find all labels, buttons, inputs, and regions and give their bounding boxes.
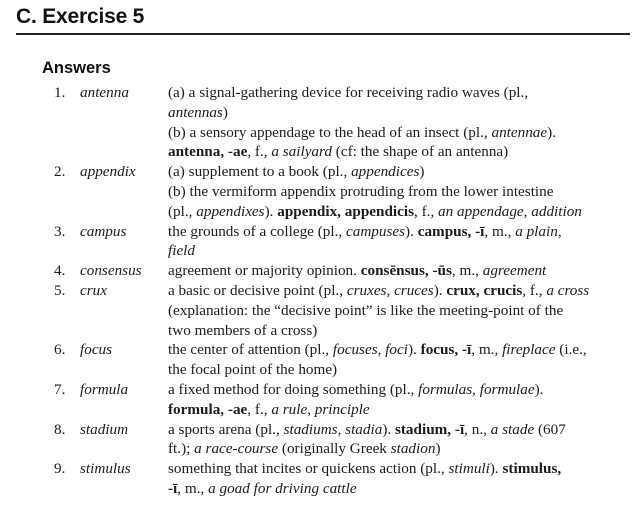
answer-term: campus bbox=[80, 222, 127, 240]
definition-line: (a) a signal-gathering device for receiving radio waves (pl., bbox=[168, 84, 529, 101]
definition-line: a fixed method for doing something (pl., formulas, formulae). bbox=[168, 380, 544, 398]
answer-term: consensus bbox=[80, 262, 142, 280]
definition-line: the grounds of a college (pl., campuses). campus, -ī, m., a plain, bbox=[168, 222, 562, 240]
answer-item-1 bbox=[54, 83, 640, 162]
answer-item-7 bbox=[54, 380, 640, 420]
answer-number: 7. bbox=[54, 380, 66, 398]
answer-definition bbox=[168, 83, 638, 162]
definition-line: (b) the vermiform appendix protruding from the lower intestine bbox=[168, 182, 554, 200]
definition-line: a sports arena (pl., stadiums, stadia). stadium, -ī, n., a stade (607 bbox=[168, 420, 566, 438]
answers-list bbox=[54, 83, 640, 499]
answer-item-3 bbox=[54, 222, 640, 262]
answer-item-8 bbox=[54, 420, 640, 460]
definition-line: (b) a sensory appendage to the head of an insect (pl., antennae). bbox=[168, 123, 556, 141]
definition-line: antennas) bbox=[168, 103, 228, 121]
answer-item-9 bbox=[54, 459, 640, 499]
answer-item-6 bbox=[54, 340, 640, 380]
page-title: C. Exercise 5 bbox=[16, 5, 145, 28]
section-heading-answers: Answers bbox=[42, 59, 111, 77]
answer-definition bbox=[168, 222, 638, 262]
answer-number: 3. bbox=[54, 222, 66, 240]
answer-term: formula bbox=[80, 380, 129, 398]
answer-term: antenna bbox=[80, 84, 129, 101]
answer-term: stadium bbox=[80, 420, 129, 438]
answer-term: focus bbox=[80, 341, 113, 359]
answer-number: 8. bbox=[54, 420, 66, 438]
answer-number: 1. bbox=[54, 84, 66, 101]
answer-definition bbox=[168, 162, 638, 221]
definition-line: antenna, -ae, f., a sailyard (cf: the shape of an antenna) bbox=[168, 143, 509, 161]
definition-line: two members of a cross) bbox=[168, 321, 318, 339]
answer-item-4 bbox=[54, 261, 640, 281]
answer-definition bbox=[168, 459, 638, 499]
title-rule bbox=[16, 33, 630, 35]
definition-line: something that incites or quickens action (pl., stimuli). stimulus, bbox=[168, 460, 562, 478]
answer-definition bbox=[168, 281, 638, 340]
definition-line: (explanation: the “decisive point” is like the meeting-point of the bbox=[168, 301, 564, 319]
answer-item-5 bbox=[54, 281, 640, 340]
answer-number: 6. bbox=[54, 341, 66, 359]
answer-number: 9. bbox=[54, 460, 66, 478]
answer-term: crux bbox=[80, 281, 107, 299]
answer-number: 5. bbox=[54, 281, 66, 299]
definition-line: the focal point of the home) bbox=[168, 361, 338, 379]
answer-definition bbox=[168, 340, 638, 380]
answer-definition bbox=[168, 380, 638, 420]
answer-term: stimulus bbox=[80, 460, 131, 478]
definition-line: -ī, m., a goad for driving cattle bbox=[168, 479, 357, 497]
definition-line: a basic or decisive point (pl., cruxes, cruces). crux, crucis, f., a cross bbox=[168, 281, 590, 299]
answer-item-2 bbox=[54, 162, 640, 221]
definition-line: (pl., appendixes). appendix, appendicis, f., an appendage, addition bbox=[168, 202, 582, 220]
answer-number: 4. bbox=[54, 262, 66, 280]
definition-line: agreement or majority opinion. consēnsus, -ūs, m., agreement bbox=[168, 262, 547, 280]
definition-line: the center of attention (pl., focuses, foci). focus, -ī, m., fireplace (i.e., bbox=[168, 341, 587, 359]
answer-term: appendix bbox=[80, 163, 136, 181]
definition-line: (a) supplement to a book (pl., appendices) bbox=[168, 163, 425, 181]
answer-number: 2. bbox=[54, 163, 66, 181]
answer-definition bbox=[168, 261, 638, 281]
definition-line: formula, -ae, f., a rule, principle bbox=[168, 400, 370, 418]
answer-definition bbox=[168, 420, 638, 460]
definition-line: field bbox=[168, 242, 195, 260]
definition-line: ft.); a race-course (originally Greek stadion) bbox=[168, 440, 441, 458]
